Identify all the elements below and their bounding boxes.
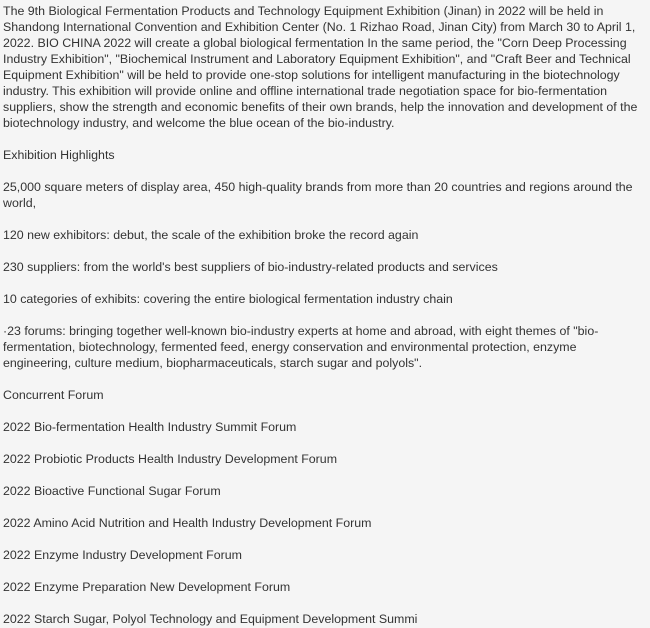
highlight-item: 230 suppliers: from the world's best suppliers of bio-industry-related products and services bbox=[3, 260, 498, 274]
highlight-item: 25,000 square meters of display area, 450 high-quality brands from more than 20 countries and regions around the world, bbox=[3, 180, 633, 210]
highlight-item: 120 new exhibitors: debut, the scale of the exhibition broke the record again bbox=[3, 228, 419, 242]
forum-heading: Concurrent Forum bbox=[3, 388, 104, 402]
forum-item: 2022 Amino Acid Nutrition and Health Industry Development Forum bbox=[3, 516, 372, 530]
forum-item: 2022 Enzyme Industry Development Forum bbox=[3, 548, 242, 562]
article-body bbox=[3, 3, 647, 628]
highlights-heading: Exhibition Highlights bbox=[3, 148, 115, 162]
forum-item: 2022 Bioactive Functional Sugar Forum bbox=[3, 484, 221, 498]
forum-item: 2022 Probiotic Products Health Industry Development Forum bbox=[3, 452, 338, 466]
highlight-item: ·23 forums: bringing together well-known bio-industry experts at home and abroad, with eight themes of "bio-fermentation, biotechnology, fermented feed, energy conservation and environmental protection, enzyme engineering, culture medium, biopharmaceuticals, starch sugar and polyols". bbox=[3, 324, 599, 370]
highlight-item: 10 categories of exhibits: covering the entire biological fermentation industry chain bbox=[3, 292, 453, 306]
forum-item: 2022 Starch Sugar, Polyol Technology and Equipment Development Summi bbox=[3, 612, 418, 626]
intro-paragraph: The 9th Biological Fermentation Products and Technology Equipment Exhibition (Jinan) in 2022 will be held in Shandong International Convention and Exhibition Center (No. 1 Rizhao Road, Jinan City) from March 30 to April 1, 2022. BIO CHINA 2022 will create a global biological fermentation In the same period, the "Corn Deep Processing Industry Exhibition", "Biochemical Instrument and Laboratory Equipment Exhibition", and "Craft Beer and Technical Equipment Exhibition" will be held to provide one-stop solutions for intelligent manufacturing in the biotechnology industry. This exhibition will provide online and offline international trade negotiation space for bio-fermentation suppliers, show the strength and economic benefits of their own brands, help the innovation and development of the biotechnology industry, and welcome the blue ocean of the bio-industry. bbox=[3, 4, 638, 130]
forum-item: 2022 Enzyme Preparation New Development Forum bbox=[3, 580, 291, 594]
forum-item: 2022 Bio-fermentation Health Industry Summit Forum bbox=[3, 420, 297, 434]
